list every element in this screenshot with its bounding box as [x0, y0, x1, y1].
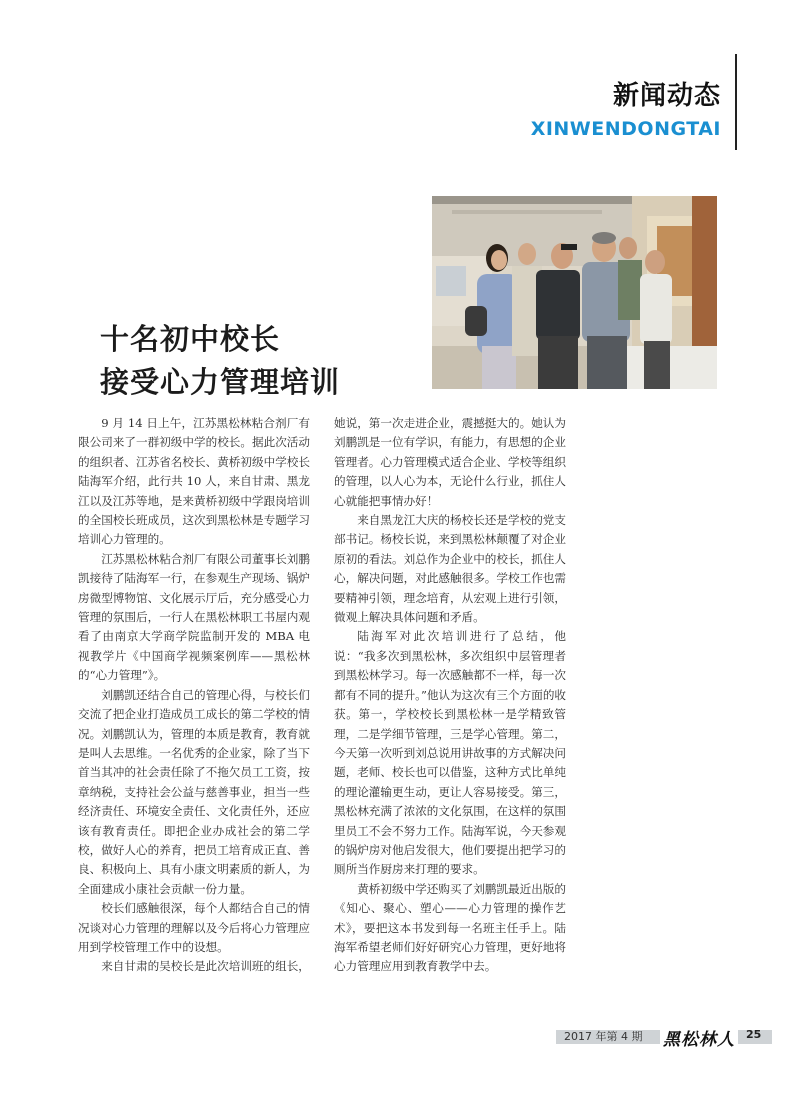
section-header — [531, 80, 721, 140]
section-title: 新闻动态 — [612, 81, 721, 111]
article-headline — [100, 318, 340, 404]
headline-line-1: 十名初中校长 — [100, 322, 281, 356]
headline-line-2: 接受心力管理培训 — [100, 365, 341, 399]
paragraph-continuation: 她说，第一次走进企业，震撼挺大的。她认为刘鹏凯是一位有学识，有能力，有思想的企业管理者。心力管理模式适合企业、学校等组织的管理，以人心为本，无论什么行业，抓住人心就能把事情办好！ — [334, 416, 566, 508]
paragraph: 9 月 14 日上午，江苏黑松林粘合剂厂有限公司来了一群初级中学的校长。据此次活动的组织者、江苏省名校长、黄桥初级中学校长陆海军介绍，此行共 10 人，来自甘肃、黑龙江以及江苏等地，是来黄桥初级中学跟岗培训的全国校长班成员，这次到黑松林是专题学习培训心力管理的。 — [78, 416, 310, 547]
paragraph: 来自黑龙江大庆的杨校长还是学校的党支部书记。杨校长说，来到黑松林颠覆了对企业原初的看法。刘总作为企业中的校长，抓住人心，解决问题，对此感触很多。学校工作也需要精神引领，理念培育，从宏观上进行引领，微观上解决具体问题和矛盾。 — [334, 513, 566, 625]
page-number: 25 — [746, 1028, 762, 1041]
issue-label: 2017 年第 4 期 — [564, 1030, 643, 1043]
article-column-right — [334, 414, 566, 977]
magazine-logo: 黑松林人 — [660, 1025, 738, 1050]
header-divider — [735, 54, 737, 150]
article-column-left — [78, 414, 310, 977]
section-subtitle: XINWENDONGTAI — [530, 118, 721, 140]
paragraph: 来自甘肃的吴校长是此次培训班的组长， — [101, 959, 310, 974]
paragraph: 刘鹏凯还结合自己的管理心得，与校长们交流了把企业打造成员工成长的第二学校的情况。刘鹏凯认为，管理的本质是教育，教育就是叫人去思维。一名优秀的企业家，除了当下首当其冲的社会责任除了不拖欠员工工资，按章纳税，支持社会公益与慈善事业，担当一些经济责任、环境安全责任、文化责任外，还应该有教育责任。即把企业办成社会的第二学校，做好人心的养育，把员工培育成正直、善良、积极向上、具有小康文明素质的新人，为全面建成小康社会贡献一份力量。 — [78, 687, 310, 896]
paragraph: 陆海军对此次培训进行了总结，他说：“我多次到黑松林，多次组织中层管理者到黑松林学习。每一次感触都不一样，每一次都有不同的提升。”他认为这次有三个方面的收获。第一，学校校长到黑松林一是学精致管理，二是学细节管理，三是学心管理。第二，今天第一次听到刘总说用讲故事的方式解决问题，老师、校长也可以借鉴，这种方式比单纯的理论灌输更生动，更让人容易接受。第三，黑松林充满了浓浓的文化氛围，在这样的氛围里员工不会不努力工作。陆海军说，今天参观的锅炉房对他启发很大，他们要提出把学习的厕所当作厨房来打理的要求。 — [334, 629, 567, 877]
article-photo — [432, 196, 717, 389]
page-footer — [556, 1025, 772, 1050]
paragraph: 江苏黑松林粘合剂厂有限公司董事长刘鹏凯接待了陆海军一行，在参观生产现场、锅炉房微型博物馆、文化展示厅后，充分感受心力管理的氛围后，一行人在黑松林职工书屋内观看了由南京大学商学院监制开发的 MBA 电视教学片《中国商学视频案例库——黑松林的“心力管理”》。 — [78, 551, 310, 683]
paragraph: 校长们感触很深，每个人都结合自己的情况谈对心力管理的理解以及今后将心力管理应用到学校管理工作中的设想。 — [78, 901, 310, 954]
paragraph: 黄桥初级中学还购买了刘鹏凯最近出版的《知心、聚心、塑心——心力管理的操作艺术》，要把这本书发到每一名班主任手上。陆海军希望老师们好好研究心力管理，更好地将心力管理应用到教育教学中去。 — [334, 881, 566, 974]
